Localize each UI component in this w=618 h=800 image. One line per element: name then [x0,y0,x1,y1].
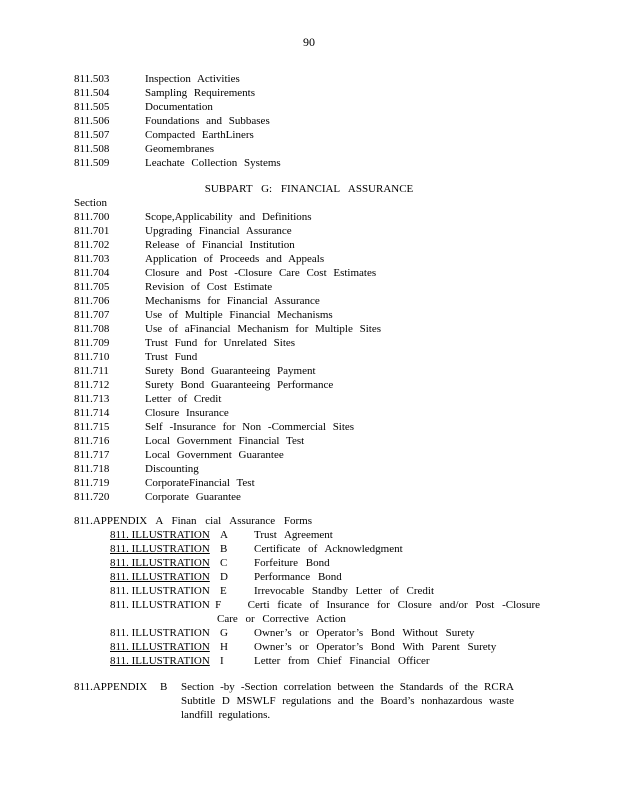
toc-section-title: Use of Multiple Financial Mechanisms [145,309,333,321]
illustration-letter: E [220,585,227,597]
illustration-letter: A [220,529,228,541]
toc-section-title: Local Government Financial Test [145,435,305,447]
toc-section-number: 811.718 [74,463,110,475]
toc-section-number: 811.713 [74,393,110,405]
illustration-section: 811. ILLUSTRATION [110,641,210,653]
toc-row [74,266,594,280]
toc-section-title: Compacted EarthLiners [145,129,254,141]
illustration-letter: C [220,557,228,569]
toc-section-number: 811.710 [74,351,110,363]
toc-section-title: Inspection Activities [145,73,240,85]
toc-section-number: 811.708 [74,323,110,335]
illustration-row [110,584,540,598]
toc-section-title: Closure and Post -Closure Care Cost Estimates [145,267,377,279]
toc-section-title: Trust Fund for Unrelated Sites [145,337,296,349]
illustration-row [110,528,540,542]
toc-section-number: 811.507 [74,129,110,141]
illustration-title: Forfeiture Bond [254,557,330,569]
toc-section-number: 811.508 [74,143,110,155]
toc-section-title: Geomembranes [145,143,215,155]
toc-section-number: 811.712 [74,379,110,391]
toc-section-title: Documentation [145,101,213,113]
illustration-f-continuation: Care or Corrective Action [217,613,346,625]
toc-row [74,434,594,448]
illustration-letter: H [220,641,228,653]
toc-row [74,224,594,238]
toc-section-number: 811.716 [74,435,110,447]
toc-row [74,462,594,476]
toc-section-title: Closure Insurance [145,407,229,419]
toc-section-number: 811.706 [74,295,110,307]
toc-section-title: Discounting [145,463,199,475]
illustration-section: 811. ILLUSTRATION [110,557,210,569]
toc-row [74,114,594,128]
illustration-title: Letter from Chief Financial Officer [254,655,430,667]
appendix-b [74,680,514,722]
toc-row [74,308,594,322]
appendix-b-row [74,680,514,722]
toc-section-number: 811.720 [74,491,110,503]
toc-section-title: Local Government Guarantee [145,449,284,461]
illustration-letter: G [220,627,228,639]
toc-section-number: 811.717 [74,449,110,461]
illustrations-list [110,528,540,668]
illustration-row [110,542,540,556]
illustration-title: Irrevocable Standby Letter of Credit [254,585,435,597]
toc-row [74,72,594,86]
toc-section-number: 811.505 [74,101,110,113]
toc-section-title: Scope,Applicability and Definitions [145,211,312,223]
toc-section-number: 811.702 [74,239,110,251]
toc-section-title: Self -Insurance for Non -Commercial Sites [145,421,355,433]
subpart-heading: SUBPART G: FINANCIAL ASSURANCE [204,183,414,195]
illustration-title: Certificate of Acknowledgment [254,543,403,555]
toc-section-number: 811.503 [74,73,110,85]
toc-section-title: Release of Financial Institution [145,239,295,251]
illustration-letter: D [220,571,228,583]
toc-row [74,378,594,392]
toc-row [74,294,594,308]
illustration-section: 811. ILLUSTRATION [110,529,210,541]
illustration-section: 811. ILLUSTRATION [110,571,210,583]
toc-row [74,238,594,252]
illustration-row [110,556,540,570]
toc-row [74,322,594,336]
toc-section-number: 811.715 [74,421,110,433]
toc-row [74,392,594,406]
toc-row [74,448,594,462]
appendix-a-heading: 811.APPENDIX A Finan cial Assurance Forms [74,515,312,527]
illustration-row [110,640,540,654]
toc-row [74,86,594,100]
toc-section-title: CorporateFinancial Test [145,477,255,489]
appendix-b-description: Section -by -Section correlation between the Standards of the RCRA Subtitle D MSWLF regulations and the Board’s nonhazardous waste landfill regulations. [181,681,514,721]
toc-section-title: Surety Bond Guaranteeing Performance [145,379,334,391]
toc-row [74,156,594,170]
illustration-title: Trust Agreement [254,529,333,541]
appendix-b-label: 811.APPENDIX B [74,681,168,693]
toc-section-number: 811.709 [74,337,110,349]
illustration-row [110,654,540,668]
toc-section-number: 811.509 [74,157,110,169]
illustration-section: 811. ILLUSTRATION [110,599,210,611]
top-entries-list [74,72,594,170]
toc-row [74,210,594,224]
toc-row [74,364,594,378]
illustration-letter: B [220,543,228,555]
illustration-continuation-row [110,612,540,626]
subpart-entries-list [74,210,594,504]
toc-row [74,100,594,114]
illustration-section: 811. ILLUSTRATION [110,585,210,597]
toc-row [74,128,594,142]
illustration-title: Certi ficate of Insurance for Closure and/or Post -Closure [247,599,540,611]
toc-section-title: Use of aFinancial Mechanism for Multiple Sites [145,323,382,335]
toc-row [74,280,594,294]
toc-section-title: Leachate Collection Systems [145,157,281,169]
toc-section-title: Corporate Guarantee [145,491,241,503]
toc-section-title: Application of Proceeds and Appeals [145,253,325,265]
section-label: Section [74,197,107,209]
illustration-section: 811. ILLUSTRATION [110,543,210,555]
illustration-title: Owner’s or Operator’s Bond Without Surety [254,627,475,639]
toc-section-title: Revision of Cost Estimate [145,281,273,293]
toc-section-title: Surety Bond Guaranteeing Payment [145,365,316,377]
toc-section-number: 811.714 [74,407,110,419]
toc-row [74,490,594,504]
toc-section-number: 811.506 [74,115,110,127]
toc-row [74,476,594,490]
toc-section-number: 811.700 [74,211,110,223]
toc-row [74,336,594,350]
toc-row [74,252,594,266]
toc-row [74,420,594,434]
toc-row [74,406,594,420]
illustration-section: 811. ILLUSTRATION [110,655,210,667]
illustration-title: Performance Bond [254,571,342,583]
toc-row [74,142,594,156]
illustration-letter: F [215,599,222,611]
toc-section-title: Letter of Credit [145,393,222,405]
toc-section-title: Mechanisms for Financial Assurance [145,295,320,307]
toc-row [74,350,594,364]
toc-section-number: 811.704 [74,267,110,279]
toc-section-number: 811.701 [74,225,110,237]
toc-section-number: 811.719 [74,477,110,489]
toc-section-title: Upgrading Financial Assurance [145,225,292,237]
toc-section-title: Sampling Requirements [145,87,256,99]
toc-section-number: 811.703 [74,253,110,265]
toc-section-number: 811.705 [74,281,110,293]
toc-section-title: Trust Fund [145,351,198,363]
toc-section-number: 811.504 [74,87,110,99]
illustration-row [110,626,540,640]
illustration-row [110,598,540,612]
page-number: 90 [303,35,315,49]
toc-section-number: 811.707 [74,309,110,321]
illustration-row [110,570,540,584]
toc-section-number: 811.711 [74,365,109,377]
toc-section-title: Foundations and Subbases [145,115,270,127]
illustration-section: 811. ILLUSTRATION [110,627,210,639]
illustration-title: Owner’s or Operator’s Bond With Parent Surety [254,641,497,653]
illustration-letter: I [220,655,224,667]
